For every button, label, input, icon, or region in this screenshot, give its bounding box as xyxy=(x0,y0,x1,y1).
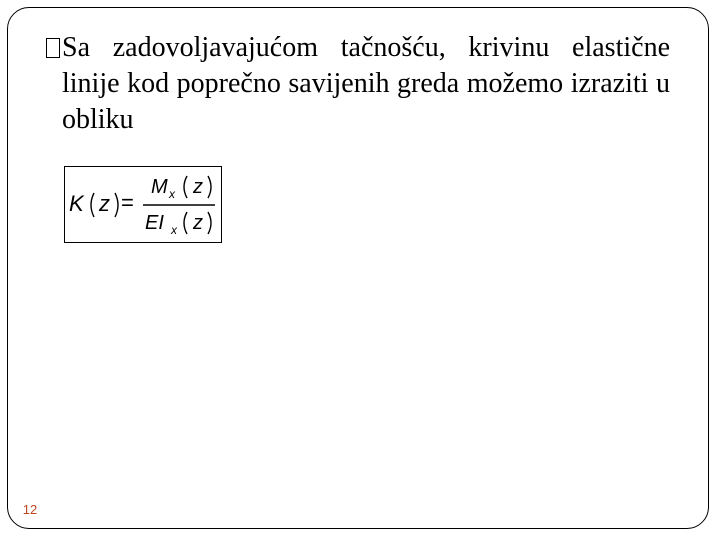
formula-num-symbol: M xyxy=(151,176,168,198)
bullet-icon xyxy=(46,38,60,58)
formula-den-sub: x xyxy=(171,223,177,237)
formula-den-symbol: EI xyxy=(145,212,164,234)
formula-equals: = xyxy=(121,190,134,215)
formula-den-arg: z xyxy=(193,212,203,234)
num-right-paren xyxy=(208,176,211,198)
lhs-right-paren xyxy=(115,193,118,217)
formula-num-arg: z xyxy=(193,176,203,198)
lhs-left-paren xyxy=(91,193,94,217)
den-left-paren xyxy=(184,212,187,234)
page-number: 12 xyxy=(22,502,38,517)
formula-lhs-arg: z xyxy=(99,191,110,216)
bullet-text: Sa zadovoljavajućom tačnošću, krivinu elastične linije kod poprečno savijenih greda možemo izraziti u obliku xyxy=(62,32,670,135)
formula-num-sub: x xyxy=(169,187,175,201)
den-right-paren xyxy=(208,212,211,234)
curvature-formula xyxy=(64,166,222,243)
formula-lhs-symbol: K xyxy=(69,191,84,216)
slide-body xyxy=(62,30,670,138)
num-left-paren xyxy=(184,176,187,198)
bullet-paragraph xyxy=(62,30,670,138)
